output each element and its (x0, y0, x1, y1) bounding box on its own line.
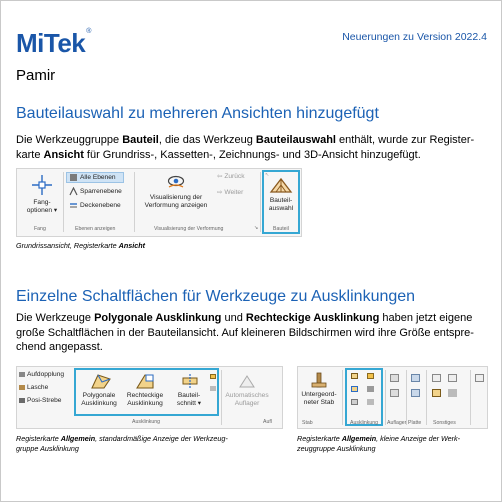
plate-button[interactable]: Lasche (27, 384, 49, 391)
group-label-aufl: Aufl (263, 419, 272, 425)
section1-heading: Bauteilauswahl zu mehreren Ansichten hinzugefügt (16, 105, 379, 122)
section2-heading: Einzelne Schaltflächen für Werkzeuge zu Ausklinkungen (16, 288, 416, 305)
auto-bearing-button[interactable]: Automatisches Auflager (225, 392, 269, 407)
mitek-logo: MiTek® (16, 28, 91, 58)
auto-bearing-icon (238, 373, 256, 389)
snap-options-button[interactable]: Fang- optionen ▾ (26, 199, 58, 214)
small-tool-icon[interactable] (210, 374, 216, 379)
member-cut-button[interactable]: Bauteil- schnitt ▾ (176, 392, 202, 407)
cursor-icon: ↖ (265, 172, 270, 178)
ceiling-level-button[interactable]: Deckenebene (80, 202, 121, 209)
all-levels-button[interactable]: Alle Ebenen (80, 174, 116, 181)
eye-deformation-icon (167, 173, 185, 191)
polygon-notch-small-icon[interactable] (351, 373, 358, 379)
misc-tool-icon-2[interactable] (448, 374, 457, 382)
small-tool-icon-2[interactable] (210, 386, 216, 391)
caption-ribbon2-right: Registerkarte Allgemein, kleine Anzeige der Werk- zeuggruppe Ausklinkung (297, 434, 461, 453)
posi-strut-button[interactable]: Posi-Strebe (27, 397, 62, 404)
plate-tool-icon[interactable] (411, 374, 420, 382)
arrow-left-icon: ⇦ (217, 173, 225, 180)
ribbon-general-tab-small (297, 366, 488, 429)
member-cut-icon (180, 372, 200, 390)
notch-tool-small-icon[interactable] (367, 373, 374, 379)
polygon-notch-button[interactable]: Polygonale Ausklinkung (81, 392, 117, 407)
dialog-launcher-icon[interactable]: ↘ (254, 225, 259, 231)
member-cut-small-icon[interactable] (351, 399, 358, 405)
truss-select-icon (269, 176, 293, 194)
misc-tool-icon[interactable] (432, 374, 441, 382)
group-label-sonstiges: Sonstiges (433, 420, 456, 426)
rafter-level-button[interactable]: Sparrenebene (80, 188, 122, 195)
rect-notch-button[interactable]: Rechteckige Ausklinkung (126, 392, 164, 407)
rafter-level-icon (69, 187, 78, 196)
layers-icon (69, 173, 78, 182)
plate-tool-icon-2[interactable] (411, 389, 420, 397)
group-label-platte: Platte (408, 420, 422, 426)
misc-tool-icon-4[interactable] (448, 389, 457, 397)
extra-tool-icon[interactable] (475, 374, 484, 382)
group-label-fang: Fang (34, 226, 46, 232)
group-label-stab: Stab (302, 420, 313, 426)
group-label-ausklinkung: Ausklinkung (132, 419, 160, 425)
group-label-verformung: Visualisierung der Verformung (154, 226, 224, 232)
show-deformation-button[interactable]: Visualisierung der Verformung anzeigen (144, 194, 208, 209)
component-selection-button[interactable]: Bauteil- auswahl (268, 197, 294, 212)
group-label-ebenen: Ebenen anzeigen (75, 226, 116, 232)
ribbon-view-tab (16, 168, 302, 237)
strut-icon (19, 398, 25, 403)
plate-icon (19, 385, 25, 390)
notch-tool-small-icon-2[interactable] (367, 386, 374, 392)
group-label-bauteil: Bauteil (273, 226, 289, 232)
product-name: Pamir (16, 67, 56, 84)
polygon-notch-icon (90, 372, 112, 390)
snap-crosshair-icon[interactable] (31, 174, 53, 196)
doubling-icon (19, 372, 25, 377)
caption-ribbon1: Grundrissansicht, Registerkarte Ansicht (16, 241, 146, 250)
bearing-icon-2[interactable] (390, 389, 399, 397)
rect-notch-icon (135, 372, 155, 390)
arrow-right-icon: ⇨ (217, 189, 225, 196)
group-label-ausklinkung-small: Ausklinkung (350, 420, 378, 426)
section2-paragraph: Die Werkzeuge Polygonale Ausklinkung und Rechteckige Ausklinkung haben jetzt eigene große Schaltflächen in der Bauteilansicht. Auf kleineren Bildschirmen wird ihre Größe entspre- chend angepasst. (16, 312, 474, 353)
sub-member-icon (310, 371, 328, 389)
caption-ribbon2-left: Registerkarte Allgemein, standardmäßige Anzeige der Werkzeug- gruppe Ausklinkung (16, 434, 228, 453)
bearing-icon[interactable] (390, 374, 399, 382)
group-label-auflager: Auflager (387, 420, 407, 426)
forward-button[interactable]: ⇨ Weiter (217, 189, 244, 196)
ribbon-general-tab-default (16, 366, 283, 429)
back-button[interactable]: ⇦ Zurück (217, 173, 245, 180)
section1-paragraph: Die Werkzeuggruppe Bauteil, die das Werkzeug Bauteilauswahl enthält, wurde zur Register- karte Ansicht für Grundriss-, Kassetten-, Zeichnungs- und 3D-Ansicht hinzugefügt. (16, 134, 475, 161)
version-label: Neuerungen zu Version 2022.4 (342, 31, 487, 43)
notch-tool-small-icon-3[interactable] (367, 399, 374, 405)
doubling-button[interactable]: Aufdopplung (27, 371, 65, 378)
rect-notch-small-icon[interactable] (351, 386, 358, 392)
sub-member-button[interactable]: Untergeord- neter Stab (301, 391, 337, 406)
misc-tool-icon-3[interactable] (432, 389, 441, 397)
ceiling-level-icon (69, 201, 78, 210)
